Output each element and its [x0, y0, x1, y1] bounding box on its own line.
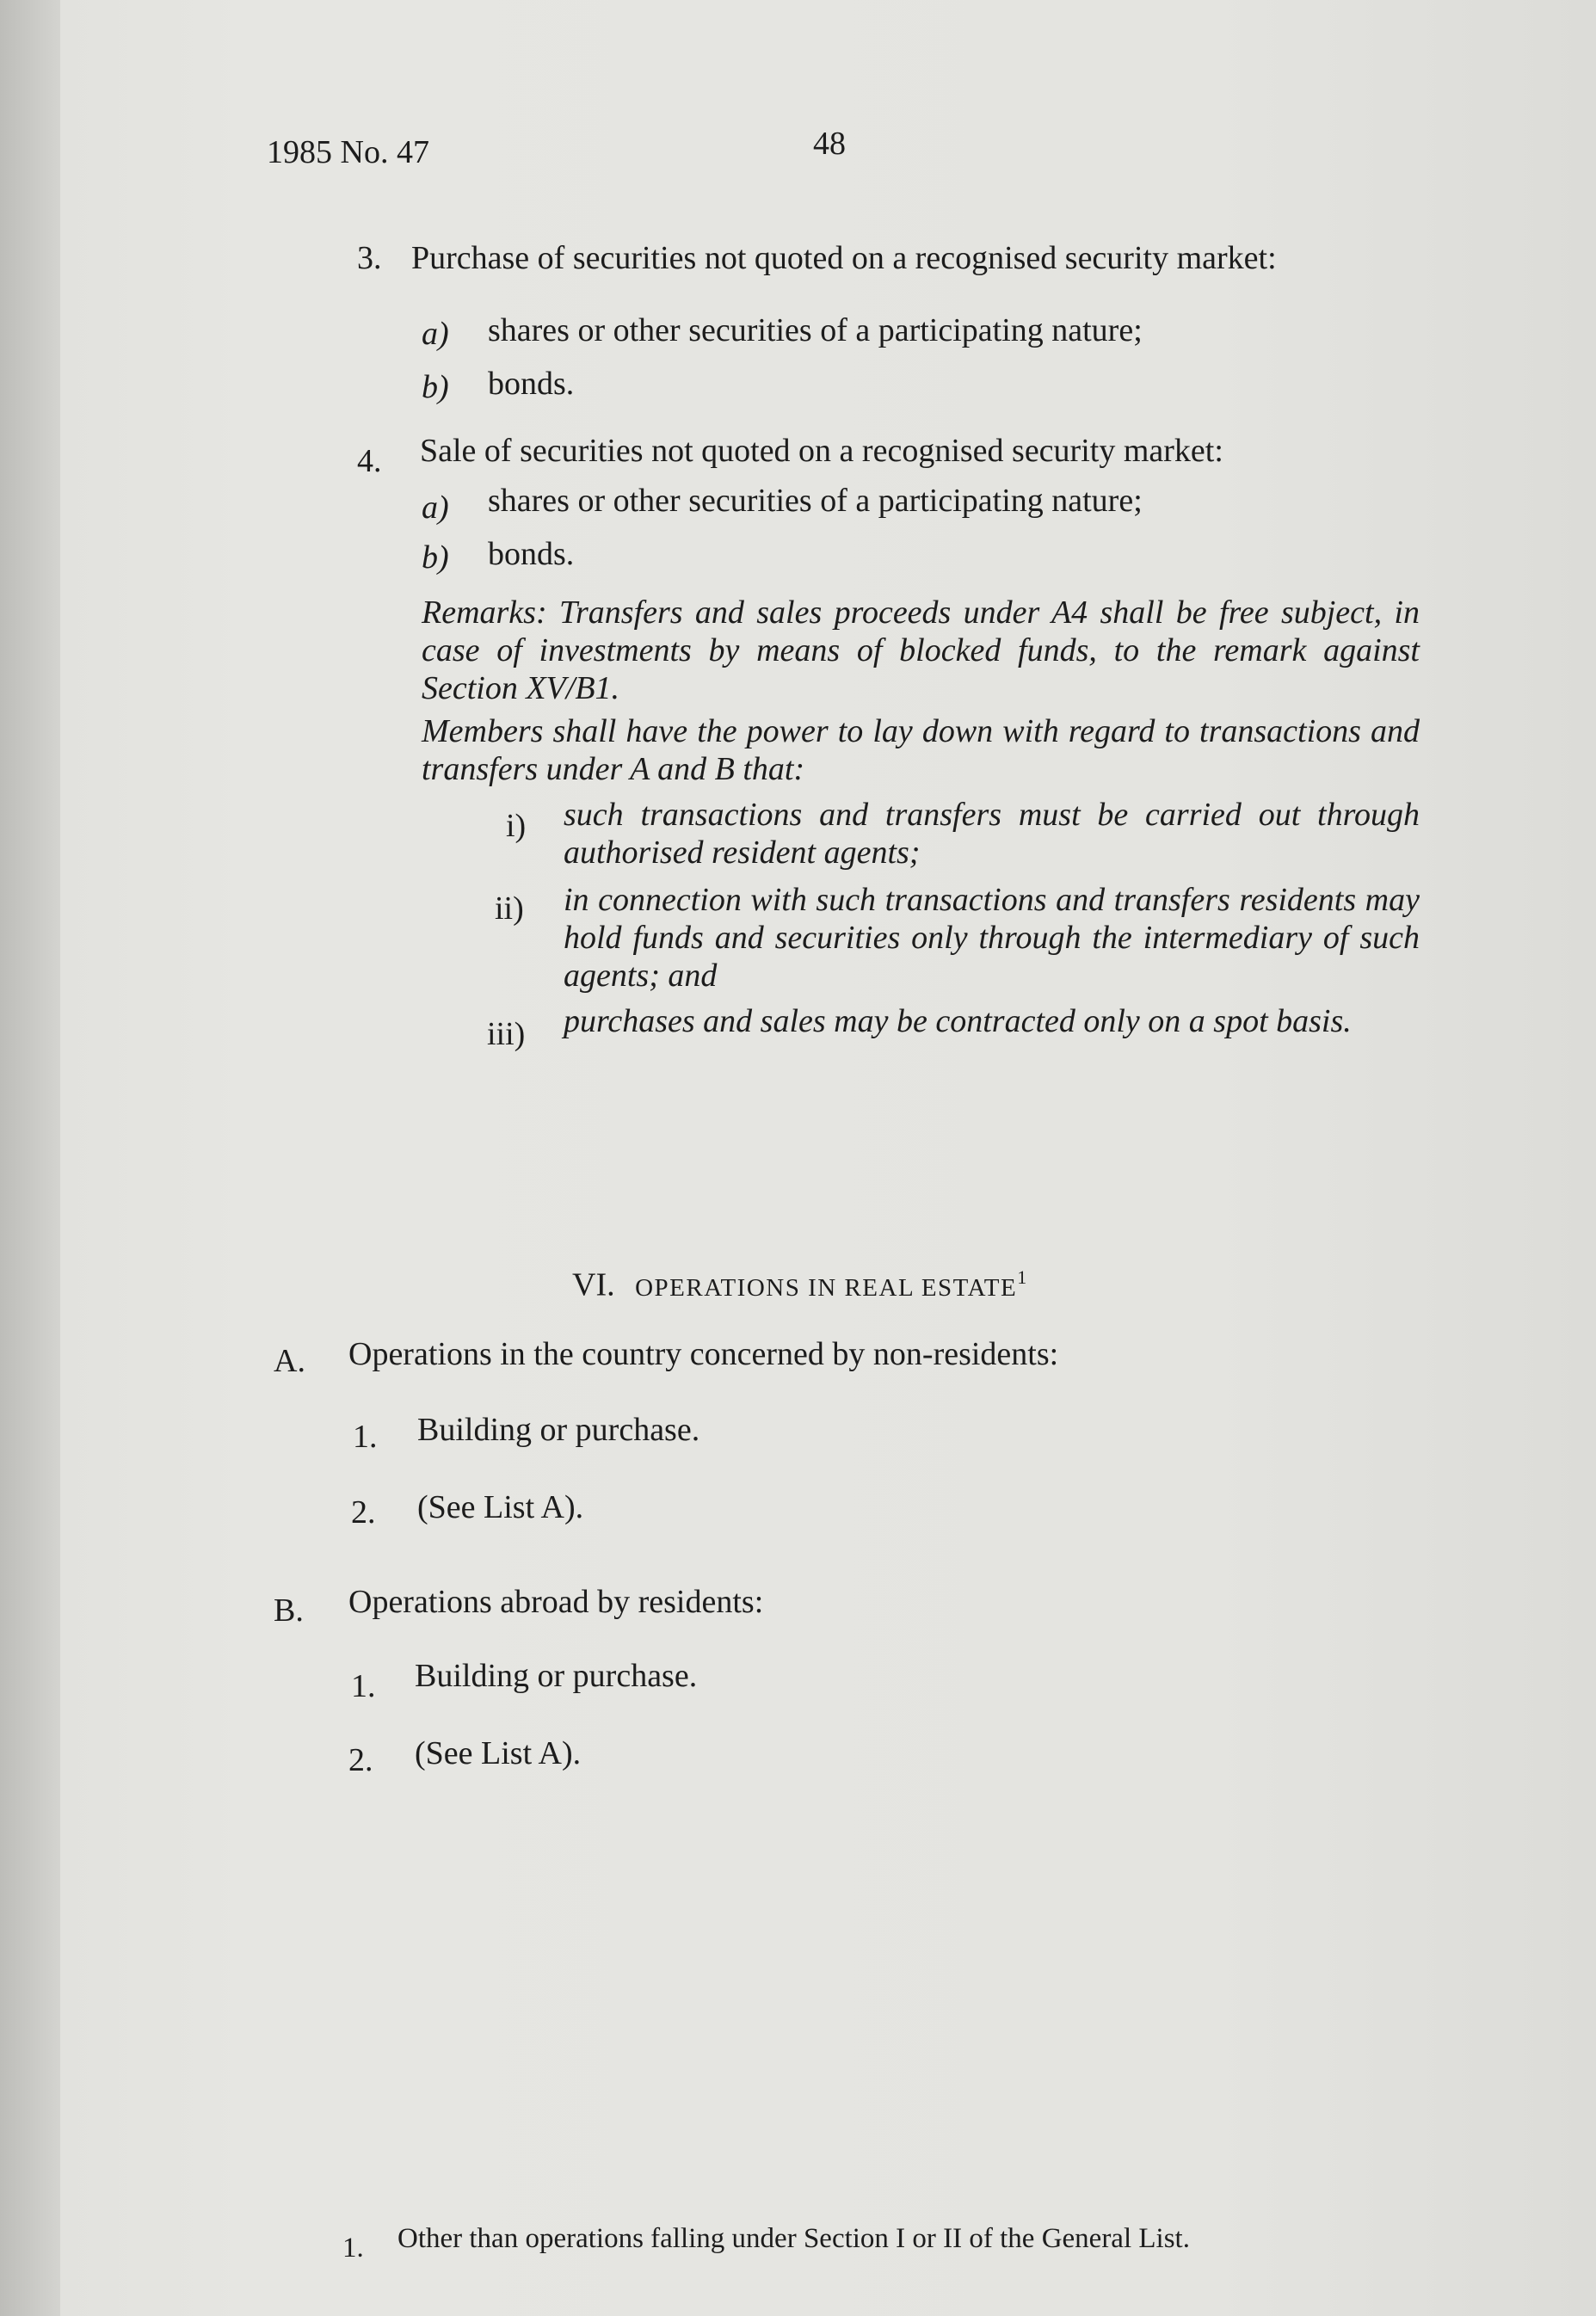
- part-b-item-1-text: Building or purchase.: [415, 1658, 698, 1694]
- part-b-text: Operations abroad by residents:: [348, 1584, 764, 1620]
- item-4-text: Sale of securities not quoted on a recognised security market:: [420, 433, 1223, 469]
- remark-iii-text: purchases and sales may be contracted only on a spot basis.: [564, 1003, 1352, 1039]
- footnote-number: 1.: [342, 2233, 364, 2264]
- item-3-a-text: shares or other securities of a participating nature;: [488, 312, 1143, 348]
- remark-ii-label: ii): [495, 890, 524, 927]
- document-reference: 1985 No. 47: [267, 134, 429, 170]
- part-a-label: A.: [274, 1343, 305, 1379]
- item-4-b-label: b): [422, 539, 449, 576]
- item-3-b-label: b): [422, 369, 449, 405]
- item-3-text: Purchase of securities not quoted on a recognised security market:: [411, 240, 1277, 276]
- item-4-number: 4.: [357, 443, 382, 479]
- remark-i-text: such transactions and transfers must be carried out through authorised resident agents;: [564, 797, 1420, 871]
- part-a-text: Operations in the country concerned by non-residents:: [348, 1336, 1059, 1372]
- item-4-a-text: shares or other securities of a participating nature;: [488, 483, 1143, 519]
- item-3-number: 3.: [357, 240, 382, 276]
- remark-i-label: i): [506, 808, 527, 844]
- page-number: 48: [813, 126, 846, 162]
- section-title: OPERATIONS IN REAL ESTATE: [635, 1273, 1018, 1302]
- part-b-item-2-text: (See List A).: [415, 1735, 582, 1771]
- item-3-a-label: a): [422, 316, 449, 352]
- remarks-block: [422, 594, 1420, 788]
- part-a-item-1-text: Building or purchase.: [417, 1412, 700, 1448]
- item-4-a-label: a): [422, 490, 449, 526]
- remarks-paragraph-2: Members shall have the power to lay down with regard to transactions and transfers under A and B that:: [422, 713, 1420, 787]
- section-heading: [572, 1259, 1026, 1307]
- part-a-item-2-number: 2.: [351, 1494, 376, 1531]
- part-a-item-1-number: 1.: [353, 1419, 378, 1455]
- part-b-item-2-number: 2.: [348, 1742, 373, 1778]
- remark-iii-label: iii): [487, 1016, 526, 1052]
- item-3-b-text: bonds.: [488, 366, 575, 402]
- item-4-b-text: bonds.: [488, 536, 575, 572]
- footnote-text: Other than operations falling under Section I or II of the General List.: [397, 2223, 1190, 2254]
- page-spine-shadow: [0, 0, 60, 2316]
- section-footnote-mark: 1: [1017, 1266, 1027, 1288]
- part-b-item-1-number: 1.: [351, 1668, 376, 1704]
- part-a-item-2-text: (See List A).: [417, 1489, 584, 1525]
- part-b-label: B.: [274, 1592, 304, 1629]
- remark-ii-text: in connection with such transactions and transfers residents may hold funds and securities only through the intermediary of such agents; and: [564, 882, 1420, 994]
- section-numeral: VI.: [572, 1266, 615, 1303]
- remarks-paragraph-1: Remarks: Transfers and sales proceeds under A4 shall be free subject, in case of investments by means of blocked funds, to the remark against Section XV/B1.: [422, 594, 1420, 706]
